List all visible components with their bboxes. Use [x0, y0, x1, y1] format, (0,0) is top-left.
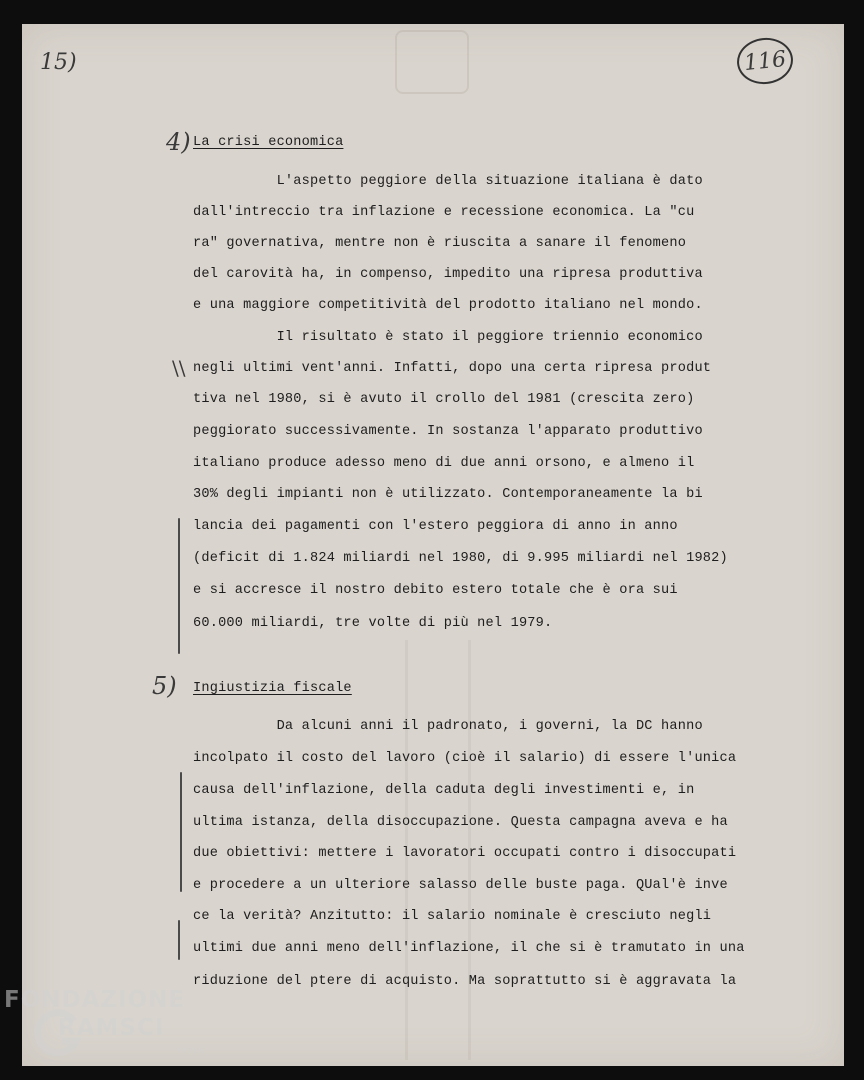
text-line: e una maggiore competitività del prodotto italiano nel mondo.: [193, 298, 703, 313]
text-line: e si accresce il nostro debito estero totale che è ora sui: [193, 583, 678, 598]
text-line: lancia dei pagamenti con l'estero peggiora di anno in anno: [193, 519, 678, 534]
text-line: due obiettivi: mettere i lavoratori occupati contro i disoccupati: [193, 846, 737, 861]
text-line: L'aspetto peggiore della situazione italiana è dato: [193, 174, 703, 189]
handwritten-margin-bar: [180, 772, 182, 892]
text-line: e procedere a un ulteriore salasso delle buste paga. QUal'è inve: [193, 878, 728, 893]
watermark-line3: onlus: [178, 1045, 205, 1056]
text-line: del carovità ha, in compenso, impedito una ripresa produttiva: [193, 267, 703, 282]
text-line: ultima istanza, della disoccupazione. Questa campagna aveva e ha: [193, 815, 728, 830]
text-line: 60.000 miliardi, tre volte di più nel 1979.: [193, 616, 553, 631]
text-line: 30% degli impianti non è utilizzato. Contemporaneamente la bi: [193, 487, 703, 502]
text-line: ce la verità? Anzitutto: il salario nominale è cresciuto negli: [193, 909, 712, 924]
watermark-line2: RAMSCI: [58, 1015, 165, 1041]
text-line: Il risultato è stato il peggiore triennio economico: [193, 330, 703, 345]
watermark-line1: FONDAZIONE: [4, 987, 186, 1013]
section-heading-ingiustizia-fiscale: Ingiustizia fiscale: [193, 681, 352, 696]
text-line: Da alcuni anni il padronato, i governi, la DC hanno: [193, 719, 703, 734]
text-line: tiva nel 1980, si è avuto il crollo del 1981 (crescita zero): [193, 392, 695, 407]
text-line: ra" governativa, mentre non è riuscita a sanare il fenomeno: [193, 236, 687, 251]
text-line: causa dell'inflazione, della caduta degli investimenti e, in: [193, 783, 695, 798]
text-line: negli ultimi vent'anni. Infatti, dopo una certa ripresa produt: [193, 361, 712, 376]
handwritten-margin-bar: [178, 518, 180, 654]
fondazione-gramsci-watermark: [0, 985, 230, 1075]
text-line: peggiorato successivamente. In sostanza l'apparato produttivo: [193, 424, 703, 439]
handwritten-page-number-left: 15): [40, 50, 77, 75]
text-line: ultimi due anni meno dell'inflazione, il che si è tramutato in una: [193, 941, 745, 956]
section-heading-crisi-economica: La crisi economica: [193, 135, 344, 150]
text-line: italiano produce adesso meno di due anni orsono, e almeno il: [193, 456, 695, 471]
bleed-through-mark: [395, 30, 469, 94]
text-line: (deficit di 1.824 miliardi nel 1980, di 9.995 miliardi nel 1982): [193, 551, 728, 566]
handwritten-margin-bar: [178, 920, 180, 960]
handwritten-section-number-5: 5): [152, 672, 177, 700]
text-line: dall'intreccio tra inflazione e recessione economica. La "cu: [193, 205, 695, 220]
handwritten-page-number-circled: 116: [735, 35, 796, 87]
handwritten-margin-mark: \\: [172, 356, 186, 380]
handwritten-section-number-4: 4): [166, 128, 191, 156]
text-line: riduzione del ptere di acquisto. Ma soprattutto si è aggravata la: [193, 974, 737, 989]
text-line: incolpato il costo del lavoro (cioè il salario) di essere l'unica: [193, 751, 737, 766]
